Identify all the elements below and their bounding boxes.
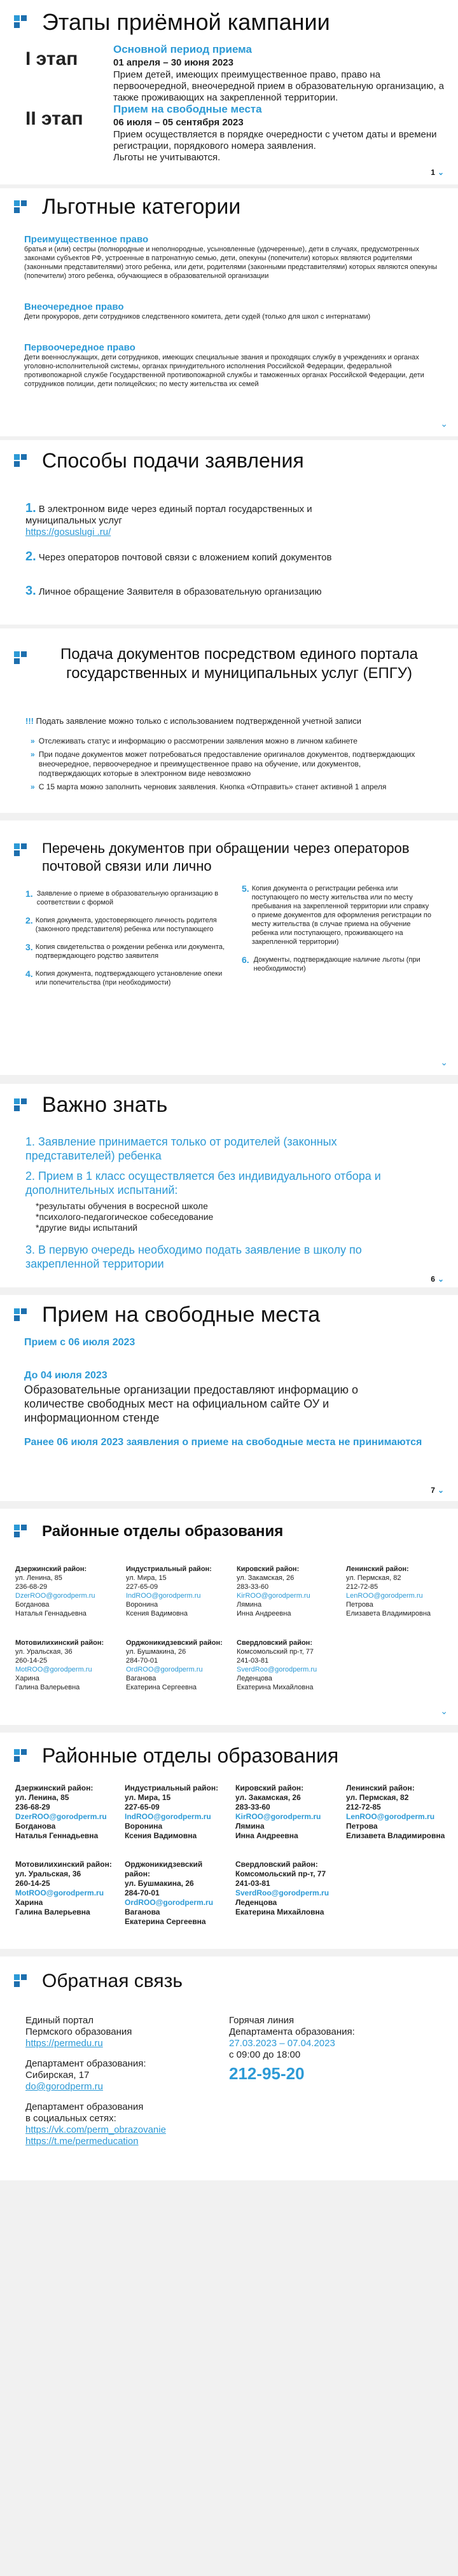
district-name: Ленинский район: <box>346 1565 409 1573</box>
stage-2-block <box>113 103 444 163</box>
page-number-value: 6 <box>431 1275 435 1284</box>
page-title: Подача документов посредством единого портала государственных и муниципальных услуг (ЕПГУ) <box>60 646 419 682</box>
district-person: Леденцова <box>235 1898 277 1907</box>
page-title: Льготные категории <box>42 195 241 219</box>
page-number <box>431 1486 444 1495</box>
stage-2-heading: Прием на свободные места <box>113 103 262 115</box>
method-item <box>25 585 382 598</box>
district-phone: 284-70-01 <box>126 1657 158 1665</box>
item-text: Копия свидетельства о рождении ребенка или документа, подтверждающего родство заявителя <box>35 943 225 960</box>
benefit-heading: Преимущественное право <box>24 234 149 245</box>
page-number <box>431 1275 444 1284</box>
portal-link[interactable]: https://permedu.ru <box>25 2038 103 2049</box>
district-email[interactable]: OrdROO@gorodperm.ru <box>125 1898 214 1907</box>
district-address: ул. Уральская, 36 <box>15 1648 73 1656</box>
slide-header <box>0 9 458 36</box>
district-person: Петрова <box>346 1822 378 1831</box>
district-phone: 283-33-60 <box>235 1803 270 1811</box>
page-title: Прием на свободные места <box>42 1303 321 1327</box>
telegram-link[interactable]: https://t.me/permeducation <box>25 2136 139 2147</box>
district-person: Ксения Вадимовна <box>125 1831 197 1840</box>
vacancy-info: Образовательные организации предоставляют информацию о количестве свободных мест на официальном сайте ОУ и информационном стенде <box>24 1383 359 1424</box>
chevron-down-icon: ⌄ <box>437 1486 444 1495</box>
item-number: 1. <box>25 889 33 899</box>
page-title: Важно знать <box>42 1093 168 1117</box>
vk-link[interactable]: https://vk.com/perm_obrazovanie <box>25 2124 166 2135</box>
benefit-group <box>24 342 438 389</box>
district-name: Орджоникидзевский район: <box>126 1639 223 1647</box>
exclamation-icon: !!! <box>25 716 34 726</box>
district-name: Мотовилихинский район: <box>15 1639 104 1647</box>
item-text: В электронном виде через единый портал государственных и муниципальных услуг <box>25 504 312 526</box>
district-email[interactable]: KirROO@gorodperm.ru <box>235 1812 321 1821</box>
district-phone: 236-68-29 <box>15 1803 50 1811</box>
item-number: 2. <box>25 915 33 925</box>
district-phone: 227-65-09 <box>125 1803 160 1811</box>
item-number: 2. <box>25 550 36 564</box>
district-address: ул. Закамская, 26 <box>235 1793 301 1802</box>
district-person: Галина Валерьевна <box>15 1908 90 1916</box>
document-item <box>25 943 235 960</box>
district-name: Кировский район: <box>237 1565 300 1573</box>
district-card <box>346 1783 451 1841</box>
district-name: Орджоникидзевский район: <box>125 1860 203 1878</box>
epgu-intro <box>25 716 439 726</box>
item-text: Через операторов почтовой связи с вложением копий документов <box>38 552 332 563</box>
slide-header <box>0 1523 458 1541</box>
benefit-text: Дети прокуроров, дети сотрудников следственного комитета, дети судей (только для школ с интернатами) <box>24 313 371 321</box>
document-item <box>25 889 235 907</box>
department-email-link[interactable]: do@gorodperm.ru <box>25 2081 103 2092</box>
stage-1-dates: 01 апреля – 30 июня 2023 <box>113 57 233 68</box>
slide-important <box>0 1084 458 1287</box>
social-label: в социальных сетях: <box>25 2113 116 2124</box>
district-person: Лямина <box>235 1822 265 1831</box>
district-person: Екатерина Сергеевна <box>125 1917 206 1926</box>
slide-stages <box>0 0 458 184</box>
arrow-icon: » <box>31 782 35 791</box>
document-item <box>242 955 433 973</box>
subitem: *другие виды испытаний <box>36 1222 138 1233</box>
district-card <box>235 1860 340 1917</box>
subitem: *психолого-педагогическое собеседование <box>36 1212 214 1222</box>
district-person: Петрова <box>346 1601 373 1609</box>
flag-icon <box>14 1098 28 1112</box>
item-number: 5. <box>242 883 249 894</box>
district-person: Харина <box>15 1675 39 1682</box>
district-name: Индустриальный район: <box>125 1783 219 1792</box>
district-person: Богданова <box>15 1601 50 1609</box>
stage-1-heading: Основной период приема <box>113 43 252 55</box>
slide-districts <box>0 1509 458 1725</box>
district-phone: 236-68-29 <box>15 1583 48 1591</box>
district-address: ул. Ленина, 85 <box>15 1574 62 1582</box>
slide-vacancies <box>0 1295 458 1501</box>
district-address: ул. Мира, 15 <box>126 1574 167 1582</box>
intro-text: Подать заявление можно только с использованием подтвержденной учетной записи <box>36 716 361 726</box>
district-phone: 241-03-81 <box>237 1657 269 1665</box>
district-address: ул. Бушмакина, 26 <box>125 1879 194 1888</box>
benefit-group <box>24 301 438 321</box>
benefit-group <box>24 234 438 280</box>
important-item <box>25 1169 407 1197</box>
district-phone: 212-72-85 <box>346 1803 381 1811</box>
chevron-down-icon: ⌄ <box>437 1275 444 1284</box>
district-phone: 212-72-85 <box>346 1583 378 1591</box>
district-address: ул. Уральская, 36 <box>15 1869 81 1878</box>
item-text: Личное обращение Заявителя в образовательную организацию <box>38 586 322 597</box>
district-address: ул. Бушмакина, 26 <box>126 1648 186 1656</box>
item-number: 3. <box>25 942 33 952</box>
flag-icon <box>14 1974 28 1988</box>
district-card <box>237 1638 338 1692</box>
item-number: 4. <box>25 969 33 979</box>
district-phone: 260-14-25 <box>15 1657 48 1665</box>
hotline-label: Горячая линия <box>229 2015 295 2026</box>
flag-icon <box>14 454 28 468</box>
bullet-item <box>31 782 425 792</box>
district-person: Инна Андреевна <box>237 1610 291 1617</box>
flag-icon <box>14 200 28 214</box>
district-email[interactable]: IndROO@gorodperm.ru <box>125 1812 211 1821</box>
documents-right <box>242 884 433 973</box>
district-email[interactable]: SverdRoo@gorodperm.ru <box>237 1666 317 1673</box>
district-email[interactable]: KirROO@gorodperm.ru <box>237 1592 310 1600</box>
slide-header <box>0 1303 458 1327</box>
district-person: Елизавета Владимировна <box>346 1610 431 1617</box>
district-email[interactable]: MotROO@gorodperm.ru <box>15 1666 92 1673</box>
important-item <box>25 1243 420 1271</box>
district-person: Елизавета Владимировна <box>346 1831 445 1840</box>
slide-documents <box>0 821 458 1075</box>
district-person: Лямина <box>237 1601 262 1609</box>
hotline-time: с 09:00 до 18:00 <box>229 2049 301 2060</box>
item-text: Копия документа, подтверждающего установление опеки или попечительства (при необходимости) <box>35 970 223 987</box>
district-phone: 260-14-25 <box>15 1879 50 1888</box>
bullet-text: С 15 марта можно заполнить черновик заявления. Кнопка «Отправить» станет активной 1 апреля <box>38 782 387 791</box>
district-card <box>15 1638 117 1692</box>
district-phone: 284-70-01 <box>125 1888 160 1897</box>
district-phone: 283-33-60 <box>237 1583 269 1591</box>
district-address: ул. Мира, 15 <box>125 1793 171 1802</box>
important-item <box>25 1135 407 1163</box>
page-title: Этапы приёмной кампании <box>42 9 330 35</box>
slide-header <box>0 1970 458 1992</box>
department-label: Департамент образования: <box>25 2058 146 2069</box>
stage-2-dates: 06 июля – 05 сентября 2023 <box>113 117 244 128</box>
district-address: Комсомольский пр-т, 77 <box>235 1869 326 1878</box>
district-phone: 227-65-09 <box>126 1583 158 1591</box>
benefit-heading: Первоочередное право <box>24 342 135 353</box>
district-person: Екатерина Сергеевна <box>126 1684 197 1691</box>
district-person: Богданова <box>15 1822 56 1831</box>
district-card <box>126 1565 228 1618</box>
chevron-down-icon: ⌄ <box>440 1706 448 1716</box>
district-name: Кировский район: <box>235 1783 304 1792</box>
feedback-right <box>229 2015 433 2084</box>
district-person: Инна Андреевна <box>235 1831 298 1840</box>
district-address: Комсомольский пр-т, 77 <box>237 1648 314 1656</box>
item-number: 1. <box>25 1135 36 1148</box>
chevron-down-icon: ⌄ <box>437 168 444 177</box>
flag-icon <box>14 651 28 665</box>
district-person: Ксения Вадимовна <box>126 1610 188 1617</box>
slide-districts-bold <box>0 1733 458 1949</box>
method-item <box>25 551 382 564</box>
district-email[interactable]: MotROO@gorodperm.ru <box>15 1888 104 1897</box>
item-text: Документы, подтверждающие наличие льготы (при необходимости) <box>253 956 420 973</box>
district-name: Мотовилихинский район: <box>15 1860 112 1869</box>
district-person: Наталья Геннадьевна <box>15 1610 87 1617</box>
social-label: Департамент образования <box>25 2102 144 2112</box>
page-title: Обратная связь <box>42 1970 183 1991</box>
slide-header <box>0 449 458 473</box>
district-email[interactable]: LenROO@gorodperm.ru <box>346 1812 435 1821</box>
district-email[interactable]: DzerROO@gorodperm.ru <box>15 1812 107 1821</box>
item-number: 2. <box>25 1170 36 1182</box>
stage-1-block <box>113 43 444 104</box>
vacancy-warning: Ранее 06 июля 2023 заявления о приеме на свободные места не принимаются <box>24 1437 422 1448</box>
document-item <box>242 884 433 946</box>
hotline-dates: 27.03.2023 – 07.04.2023 <box>229 2038 335 2049</box>
benefit-text: Дети военнослужащих, дети сотрудников, имеющих специальные звания и проходящих службу в учреждениях и органах уголовно-исполнительной системы, органах принудительного исполнения Российской Федерации, федеральной противопожарной службе Государственной противопожарной службы и таможенных органах Российской Федерации, дети сотрудников полиции, дети полицейских; по месту жительства их семей <box>24 354 424 388</box>
district-person: Екатерина Михайловна <box>235 1908 324 1916</box>
item-number: 6. <box>242 955 249 965</box>
page-title: Районные отделы образования <box>42 1523 284 1540</box>
document-item <box>25 916 235 934</box>
district-card <box>15 1860 120 1917</box>
page-title: Способы подачи заявления <box>42 449 304 472</box>
district-card <box>346 1565 448 1618</box>
bullet-item <box>31 737 425 746</box>
flag-icon <box>14 1749 28 1763</box>
item-number: 3. <box>25 584 36 598</box>
stage-1-text: Прием детей, имеющих преимущественное право, право на первоочередной, внеочередной прием в образовательную организацию, а также проживающих на закрепленной территории. <box>113 69 444 103</box>
district-email[interactable]: IndROO@gorodperm.ru <box>126 1592 201 1600</box>
district-person: Ваганова <box>126 1675 156 1682</box>
district-person: Галина Валерьевна <box>15 1684 80 1691</box>
district-name: Свердловский район: <box>235 1860 318 1869</box>
district-person: Екатерина Михайловна <box>237 1684 314 1691</box>
page-title: Перечень документов при обращении через операторов почтовой связи или лично <box>42 840 410 874</box>
district-address: ул. Пермская, 82 <box>346 1574 401 1582</box>
district-email[interactable]: SverdRoo@gorodperm.ru <box>235 1888 330 1897</box>
district-person: Воронина <box>126 1601 158 1609</box>
documents-left <box>25 889 235 987</box>
bullet-item <box>31 750 425 779</box>
district-card <box>15 1565 117 1618</box>
district-card <box>235 1783 340 1841</box>
page-number-value: 7 <box>431 1486 435 1495</box>
district-name: Индустриальный район: <box>126 1565 212 1573</box>
item-number: 1. <box>25 501 36 515</box>
start-date: Прием с 06 июля 2023 <box>24 1337 135 1348</box>
bullet-text: Отслеживать статус и информацию о рассмотрении заявления можно в личном кабинете <box>38 737 357 745</box>
slide-header <box>0 1744 458 1768</box>
stage-2-note: Льготы не учитываются. <box>113 152 221 163</box>
district-name: Дзержинский район: <box>15 1565 87 1573</box>
item-text: Копия документа, удостоверяющего личность родителя (законного представителя) ребенка или поступающего <box>35 917 217 933</box>
district-card <box>125 1860 230 1927</box>
page-number-value: 1 <box>431 168 435 177</box>
chevron-down-icon: ⌄ <box>440 419 448 429</box>
district-email[interactable]: LenROO@gorodperm.ru <box>346 1592 423 1600</box>
deadline-date: До 04 июля 2023 <box>24 1370 108 1381</box>
district-address: ул. Ленина, 85 <box>15 1793 69 1802</box>
district-person: Леденцова <box>237 1675 272 1682</box>
stage-1-label: I этап <box>25 48 78 69</box>
hotline-label: Департамента образования: <box>229 2026 355 2037</box>
portal-label: Единый портал <box>25 2015 94 2026</box>
document-item <box>25 969 235 987</box>
item-text: Заявление о приеме в образовательную организацию в соответствии с формой <box>36 890 219 906</box>
important-subitems <box>36 1201 213 1233</box>
slide-header <box>0 195 458 219</box>
page-number <box>431 168 444 177</box>
district-person: Харина <box>15 1898 43 1907</box>
epgu-bullets <box>31 737 425 792</box>
slide-feedback <box>0 1956 458 2180</box>
method-item <box>25 502 382 538</box>
flag-icon <box>14 15 28 29</box>
hotline-phone[interactable]: 212-95-20 <box>229 2064 305 2083</box>
district-card <box>15 1783 120 1841</box>
flag-icon <box>14 843 28 857</box>
district-card <box>125 1783 230 1841</box>
benefit-heading: Внеочередное право <box>24 301 124 312</box>
district-card <box>126 1638 228 1692</box>
arrow-icon: » <box>31 750 35 759</box>
district-card <box>237 1565 338 1618</box>
slide-benefits <box>0 188 458 436</box>
slide-header <box>0 1093 458 1118</box>
benefit-text: братья и (или) сестры (полнородные и неполнородные, усыновленные (удочеренные), дети в случаях, предусмотренных законами субъектов РФ, устроенные в патронатную семью, дети, опекуны (попечители) которых являются родителями (законными представителями) этого ребенка, или дети, родителями (законными представителями) которых являются опекуны (попечители) этого ребенка, обучающиеся в образовательной организации <box>24 246 438 280</box>
district-name: Дзержинский район: <box>15 1783 94 1792</box>
bullet-text: При подаче документов может потребоваться предоставление оригиналов документов, подтверждающих внеочередное, первоочередное и преимущественное право на обучение, или документов, подтверждающих которые в электронном виде невозможно <box>38 750 415 778</box>
item-text: Заявление принимается только от родителей (законных представителей) ребенка <box>25 1135 337 1162</box>
district-name: Свердловский район: <box>237 1639 312 1647</box>
item-number: 3. <box>25 1243 36 1256</box>
district-address: ул. Закамская, 26 <box>237 1574 295 1582</box>
district-person: Ваганова <box>125 1908 160 1916</box>
gosuslugi-link[interactable]: https://gosuslugi .ru/ <box>25 527 111 537</box>
feedback-left <box>25 2015 216 2147</box>
flag-icon <box>14 1525 28 1539</box>
item-text: Прием в 1 класс осуществляется без индивидуального отбора и дополнительных испытаний: <box>25 1170 381 1196</box>
district-email[interactable]: OrdROO@gorodperm.ru <box>126 1666 203 1673</box>
stage-2-text: Прием осуществляется в порядке очередности с учетом даты и времени регистрации, порядкового номера заявления. <box>113 129 437 151</box>
district-name: Ленинский район: <box>346 1783 415 1792</box>
department-address: Сибирская, 17 <box>25 2070 90 2081</box>
district-email[interactable]: DzerROO@gorodperm.ru <box>15 1592 95 1600</box>
flag-icon <box>14 1308 28 1322</box>
subitem: *результаты обучения в восресной школе <box>36 1201 208 1211</box>
chevron-down-icon: ⌄ <box>440 1057 448 1067</box>
district-address: ул. Пермская, 82 <box>346 1793 409 1802</box>
slide-epgu <box>0 628 458 813</box>
district-person: Наталья Геннадьевна <box>15 1831 99 1840</box>
item-text: Копия документа о регистрации ребенка или поступающего по месту жительства или по месту пребывания на закрепленной территории или справку о приеме документов для оформления регистрации по месту жительства (в случае приема на обучение ребенка или поступающего, проживающего на закрепленной территории) <box>251 885 431 946</box>
stage-2-label: II этап <box>25 108 83 129</box>
item-text: В первую очередь необходимо подать заявление в школу по закрепленной территории <box>25 1243 362 1270</box>
arrow-icon: » <box>31 737 35 745</box>
district-person: Воронина <box>125 1822 163 1831</box>
page-title: Районные отделы образования <box>42 1744 339 1767</box>
portal-label: Пермского образования <box>25 2026 132 2037</box>
slide-methods <box>0 440 458 625</box>
district-phone: 241-03-81 <box>235 1879 270 1888</box>
